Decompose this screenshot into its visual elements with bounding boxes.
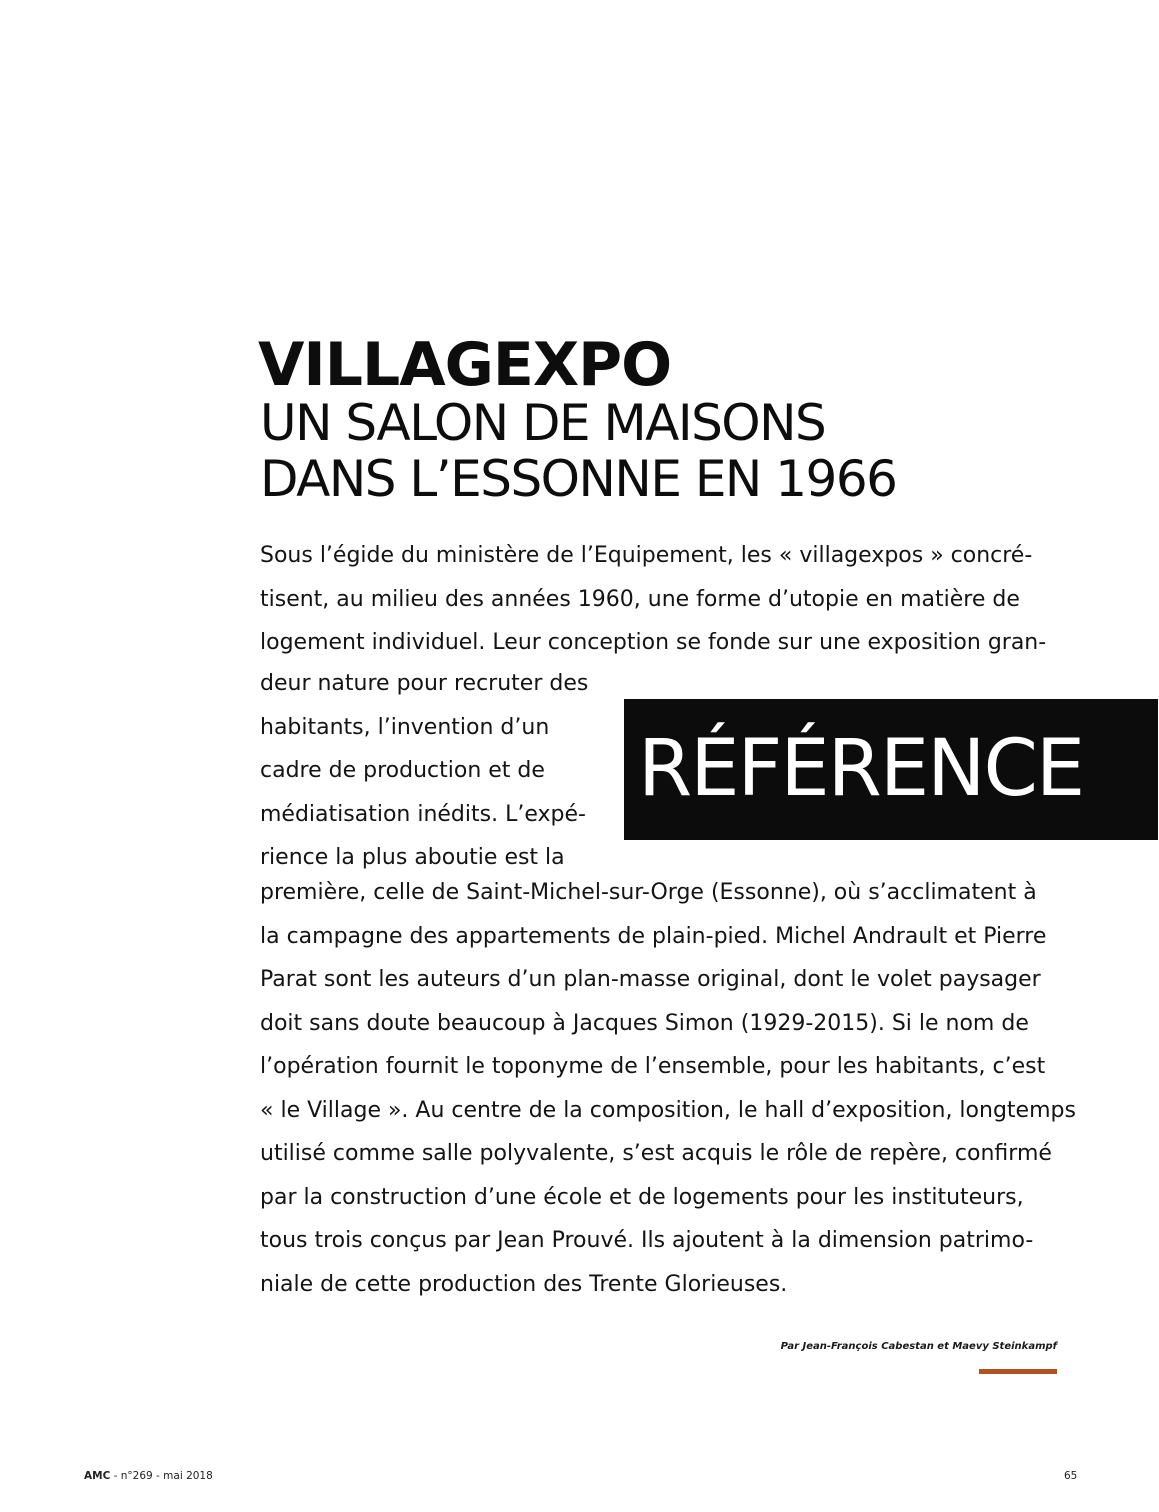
body-line: utilisé comme salle polyvalente, s’est acquis le rôle de repère, confirmé <box>260 1141 1052 1166</box>
body-line: l’opération fournit le toponyme de l’ensemble, pour les habitants, c’est <box>260 1054 1046 1079</box>
narrow-line: habitants, l’invention d’un <box>260 714 550 740</box>
narrow-line: médiatisation inédits. L’expé- <box>260 801 586 827</box>
body-line: « le Village ». Au centre de la composition, le hall d’exposition, longtemps <box>260 1097 1076 1123</box>
body-line: tous trois conçus par Jean Prouvé. Ils ajoutent à la dimension patrimo- <box>260 1228 1034 1253</box>
section-label-box <box>624 699 1158 840</box>
narrow-line: rience la plus aboutie est la <box>260 845 565 870</box>
section-label: RÉFÉRENCE <box>638 724 1084 814</box>
byline-accent-rule <box>979 1369 1057 1374</box>
intro-line: tisent, au milieu des années 1960, une forme d’utopie en matière de <box>260 586 1020 612</box>
footer-issue-info <box>84 1470 213 1482</box>
narrow-paragraph <box>260 662 588 880</box>
body-paragraph <box>260 871 1076 1306</box>
narrow-line: cadre de production et de <box>260 758 545 783</box>
intro-line: logement individuel. Leur conception se fonde sur une exposition gran- <box>260 630 1047 655</box>
article-subtitle-line-2: DANS L’ESSONNE EN 1966 <box>260 450 897 508</box>
article-title: VILLAGEXPO <box>258 330 672 400</box>
author-byline: Par Jean-François Cabestan et Maevy Steinkampf <box>780 1341 1057 1352</box>
intro-paragraph <box>260 534 1046 665</box>
body-line: par la construction d’une école et de logements pour les instituteurs, <box>260 1184 1024 1210</box>
body-line: doit sans doute beaucoup à Jacques Simon (1929-2015). Si le nom de <box>260 1010 1029 1036</box>
narrow-line: deur nature pour recruter des <box>260 671 589 696</box>
body-line: niale de cette production des Trente Glorieuses. <box>260 1271 788 1297</box>
page-number: 65 <box>1064 1470 1078 1482</box>
issue-info: - n°269 - mai 2018 <box>110 1470 213 1482</box>
article-subtitle-line-1: UN SALON DE MAISONS <box>260 394 826 452</box>
body-line: première, celle de Saint-Michel-sur-Orge (Essonne), où s’acclimatent à <box>260 880 1037 905</box>
body-line: la campagne des appartements de plain-pied. Michel Andrault et Pierre <box>260 923 1047 949</box>
intro-line: Sous l’égide du ministère de l’Equipement, les « villagexpos » concré- <box>260 543 1033 568</box>
magazine-name: AMC <box>84 1470 111 1482</box>
body-line: Parat sont les auteurs d’un plan-masse original, dont le volet paysager <box>260 967 1041 992</box>
